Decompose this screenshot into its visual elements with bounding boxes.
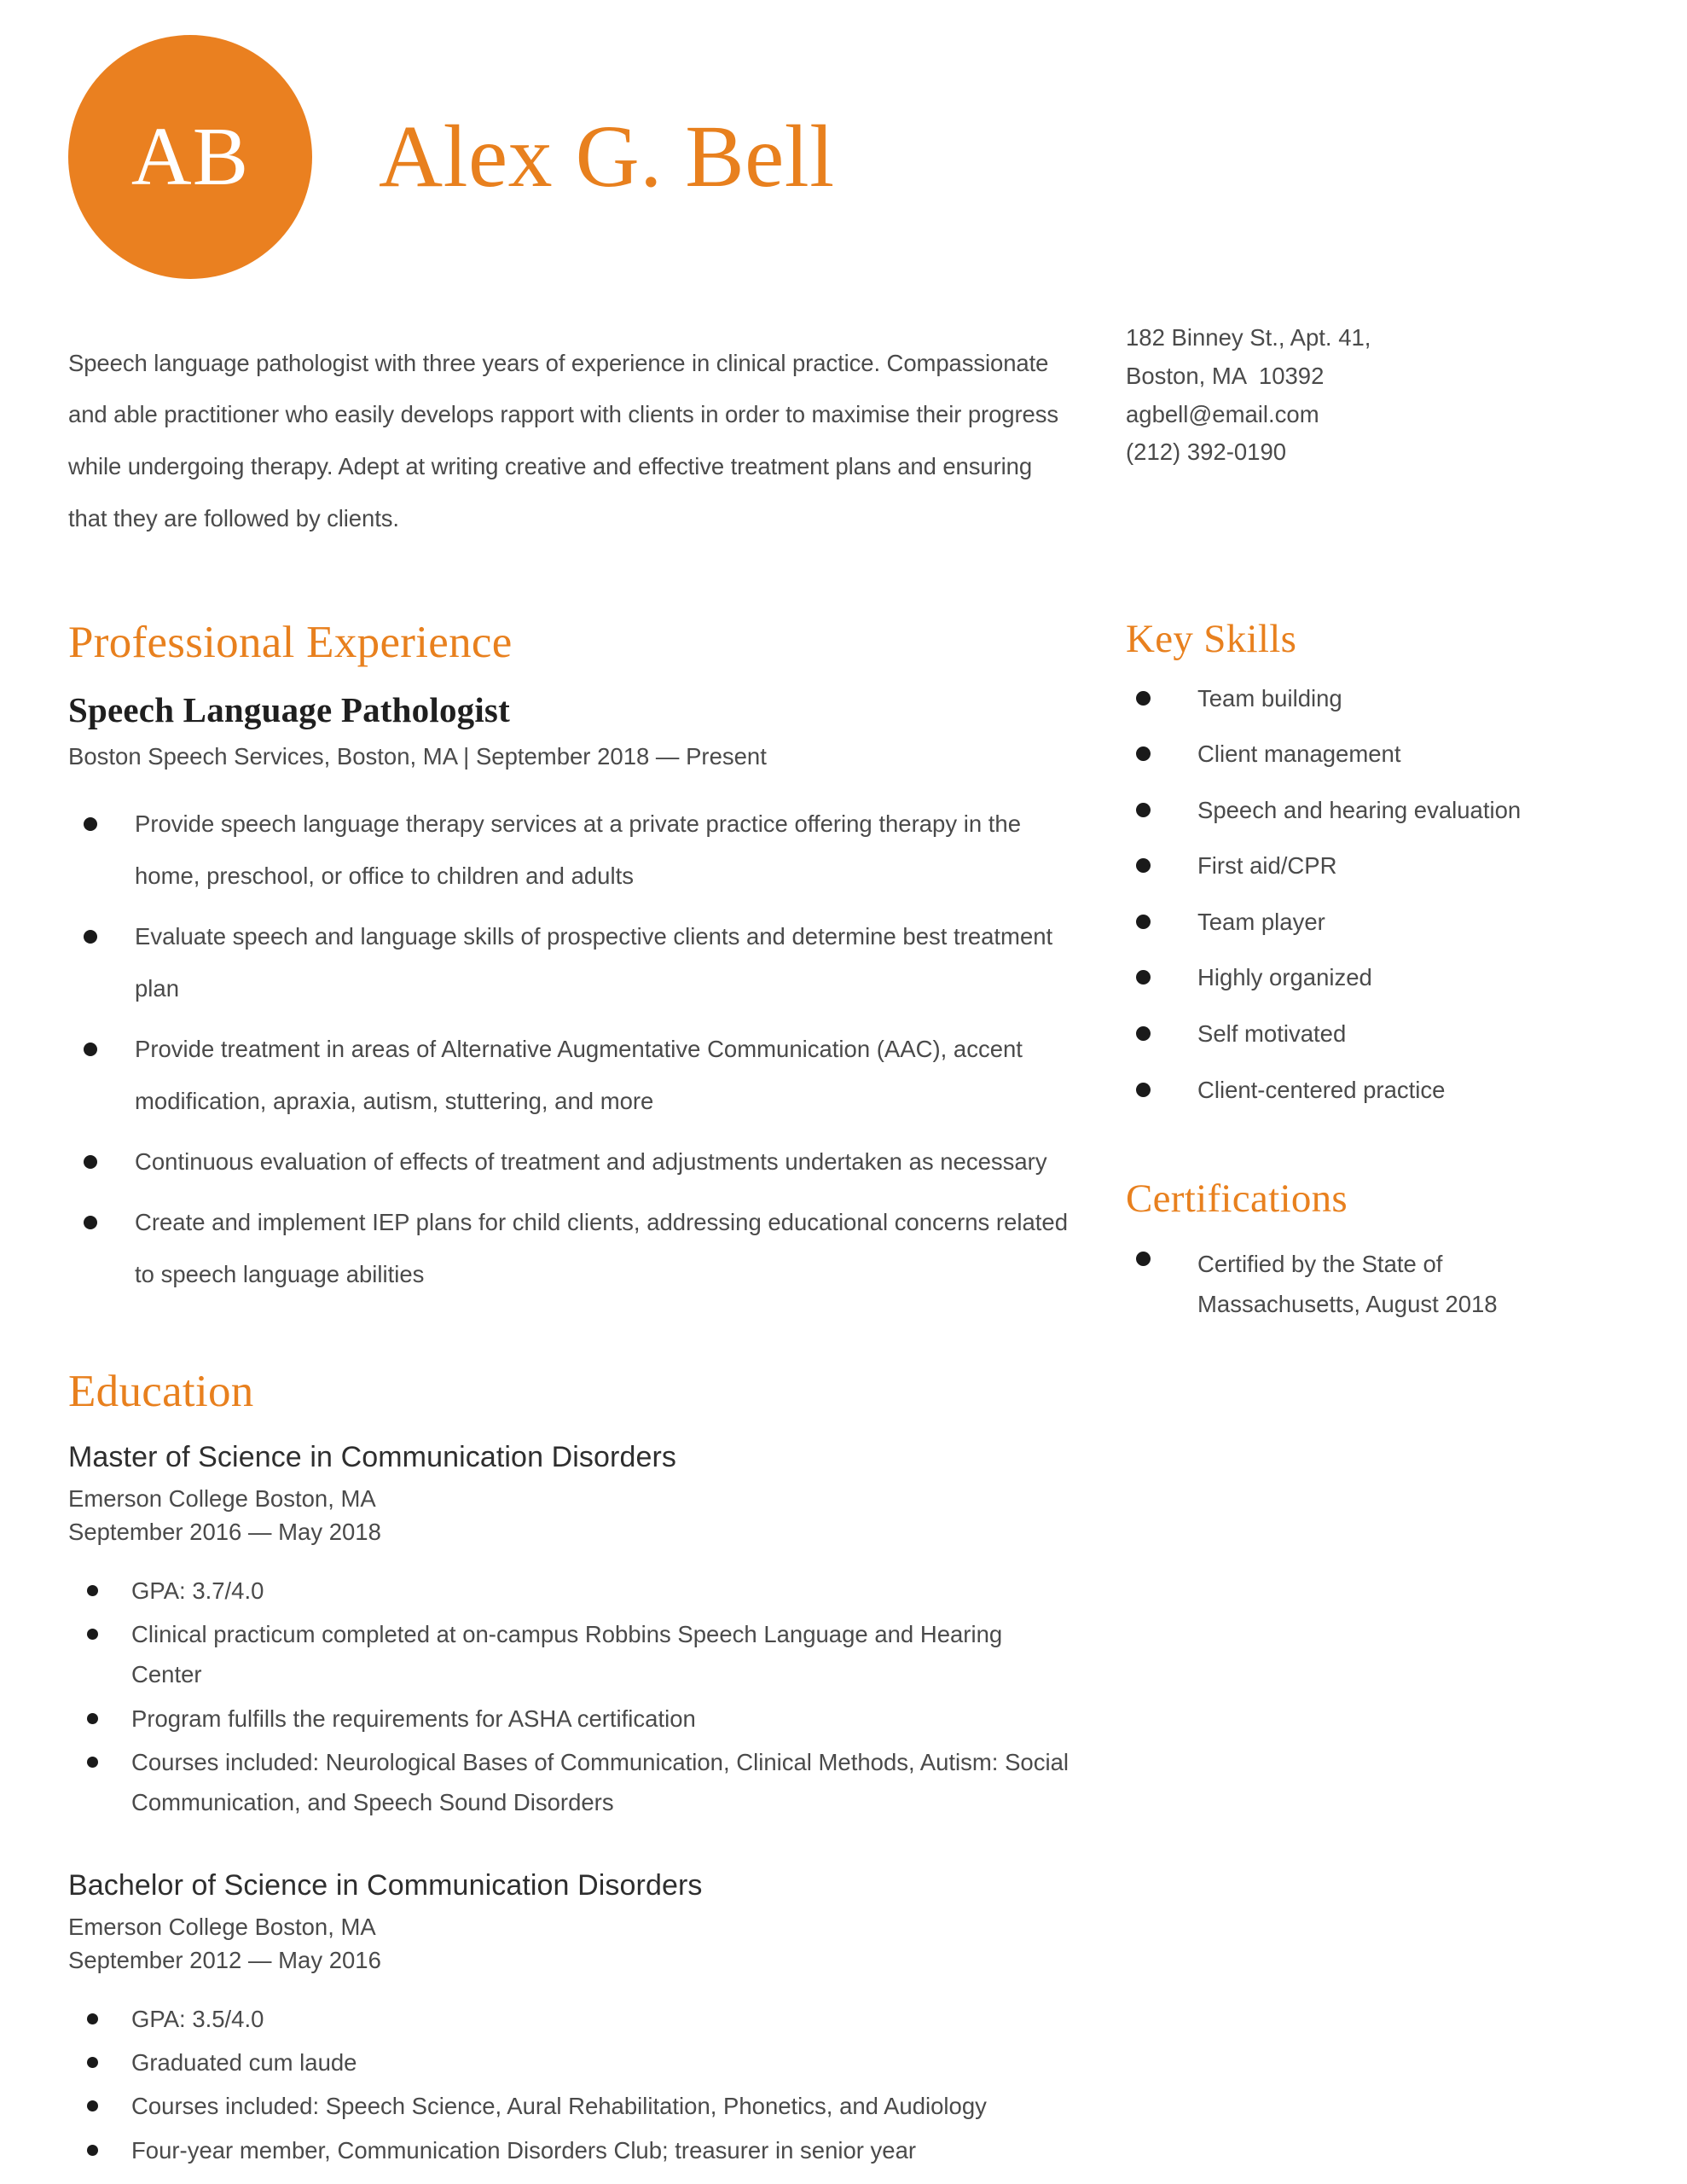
avatar-monogram [68,35,312,279]
degree-title: Bachelor of Science in Communication Disorders [68,1869,703,1902]
education-entry-bachelors [68,1867,1075,2169]
list-item: Clinical practicum completed at on-campus Robbins Speech Language and Hearing Center [68,1614,1075,1695]
list-item: Program fulfills the requirements for ASHA certification [68,1699,1075,1739]
contact-address-line-1: 182 Binney St., Apt. 41, [1126,324,1371,351]
list-item: Courses included: Neurological Bases of Communication, Clinical Methods, Autism: Social Communication, and Speech Sound Disorders [68,1742,1075,1823]
school-name: Emerson College Boston, MA [68,1913,376,1940]
job-meta: Boston Speech Services, Boston, MA | September 2018 — Present [68,742,767,770]
list-item: Provide speech language therapy services at a private practice offering therapy in the home, preschool, or office to children and adults [68,798,1075,902]
list-item: Team player [1126,908,1610,937]
list-item: First aid/CPR [1126,851,1610,880]
school-name: Emerson College Boston, MA [68,1484,376,1512]
contact-phone[interactable]: (212) 392-0190 [1126,439,1287,466]
education-bullet-list [68,1999,1075,2170]
list-item: Speech and hearing evaluation [1126,796,1610,825]
professional-summary: Speech language pathologist with three years of experience in clinical practice. Compassionate and able practitioner who easily develops rapport with clients in order to maximise their progress while undergoing therapy. Adept at writing creative and effective treatment plans and ensuring that they are followed by clients. [68,349,1059,531]
list-item: Continuous evaluation of effects of treatment and adjustments undertaken as necessary [68,1136,1075,1188]
job-title: Speech Language Pathologist [68,690,510,730]
list-item: Four-year member, Communication Disorders Club; treasurer in senior year [68,2130,1075,2170]
section-title-education: Education [68,1367,254,1417]
list-item: Create and implement IEP plans for child clients, addressing educational concerns related to speech language abilities [68,1196,1075,1300]
list-item: Evaluate speech and language skills of prospective clients and determine best treatment plan [68,910,1075,1014]
list-item: GPA: 3.5/4.0 [68,1999,1075,2039]
section-title-certifications: Certifications [1126,1176,1348,1222]
list-item: GPA: 3.7/4.0 [68,1571,1075,1611]
page-title: Alex G. Bell [379,107,835,206]
contact-block [1126,314,1371,472]
experience-entry [68,689,1075,1300]
list-item: Certified by the State of Massachusetts, August 2018 [1126,1244,1610,1325]
degree-title: Master of Science in Communication Disorders [68,1441,677,1474]
list-item: Self motivated [1126,1019,1610,1048]
education-dates: September 2012 — May 2016 [68,1946,381,1973]
list-item: Client-centered practice [1126,1076,1610,1105]
list-item: Team building [1126,684,1610,713]
monogram-initials: AB [130,111,250,203]
list-item: Courses included: Speech Science, Aural Rehabilitation, Phonetics, and Audiology [68,2086,1075,2126]
summary-contact-block [68,314,1610,568]
main-column [68,618,1075,2174]
section-title-key-skills: Key Skills [1126,617,1297,662]
resume-body [68,618,1610,2174]
key-skills-list [1126,684,1610,1104]
education-bullet-list [68,1571,1075,1823]
list-item: Highly organized [1126,963,1610,992]
list-item: Graduated cum laude [68,2042,1075,2082]
side-column [1126,618,1610,1324]
resume-header [68,0,1610,307]
section-title-experience: Professional Experience [68,618,513,668]
list-item: Client management [1126,740,1610,769]
contact-address-line-2: Boston, MA 10392 [1126,362,1325,389]
contact-email[interactable]: agbell@email.com [1126,400,1319,427]
education-entry-masters [68,1438,1075,1822]
experience-bullet-list [68,798,1075,1300]
education-dates: September 2016 — May 2018 [68,1518,381,1545]
certifications-list [1126,1244,1610,1325]
list-item: Provide treatment in areas of Alternative Augmentative Communication (AAC), accent modification, apraxia, autism, stuttering, and more [68,1023,1075,1127]
